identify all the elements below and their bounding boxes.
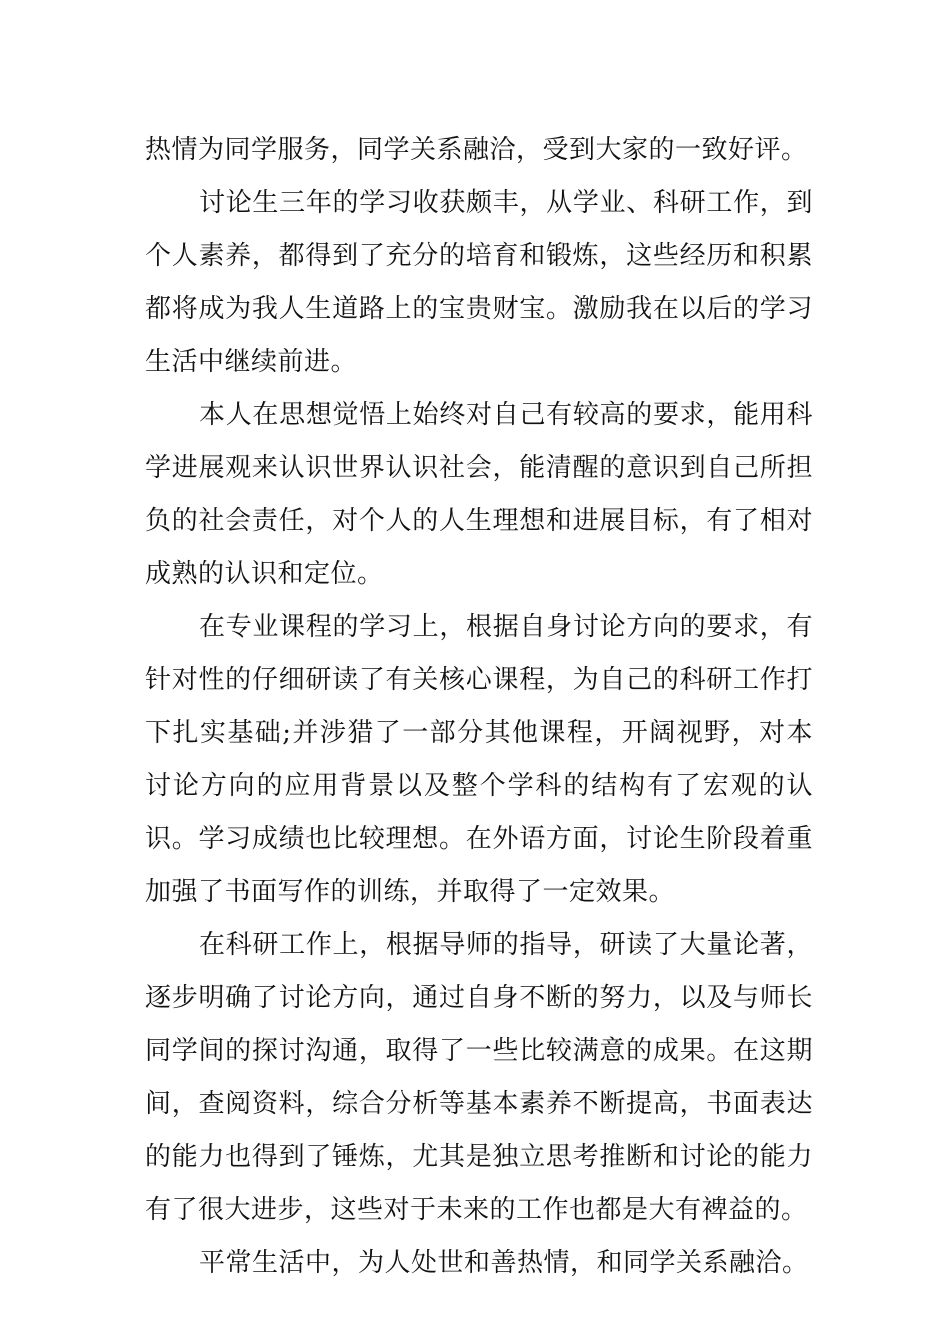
paragraph-continuation: 热情为同学服务，同学关系融洽，受到大家的一致好评。 <box>145 135 808 165</box>
paragraph-ideology: 本人在思想觉悟上始终对自己有较高的要求，能用科学进展观来认识世界认识社会，能清醒的意识到自己所担负的社会责任，对个人的人生理想和进展目标，有了相对成熟的认识和定位。 <box>145 400 813 589</box>
document-body <box>145 124 813 1290</box>
paragraph-study-summary: 讨论生三年的学习收获颇丰，从学业、科研工作，到个人素养，都得到了充分的培育和锻炼，这些经历和积累都将成为我人生道路上的宝贵财宝。激励我在以后的学习生活中继续前进。 <box>145 188 813 377</box>
paragraph-research: 在科研工作上，根据导师的指导，研读了大量论著，逐步明确了讨论方向，通过自身不断的努力，以及与师长同学间的探讨沟通，取得了一些比较满意的成果。在这期间，查阅资料，综合分析等基本素养不断提高，书面表达的能力也得到了锤炼，尤其是独立思考推断和讨论的能力有了很大进步，这些对于未来的工作也都是大有裨益的。 <box>145 930 813 1225</box>
paragraph-daily-life: 平常生活中，为人处世和善热情，和同学关系融洽。 <box>199 1248 809 1278</box>
paragraph-coursework: 在专业课程的学习上，根据自身讨论方向的要求，有针对性的仔细研读了有关核心课程，为自己的科研工作打下扎实基础;并涉猎了一部分其他课程，开阔视野，对本讨论方向的应用背景以及整个学科的结构有了宏观的认识。学习成绩也比较理想。在外语方面，讨论生阶段着重加强了书面写作的训练，并取得了一定效果。 <box>145 612 813 907</box>
